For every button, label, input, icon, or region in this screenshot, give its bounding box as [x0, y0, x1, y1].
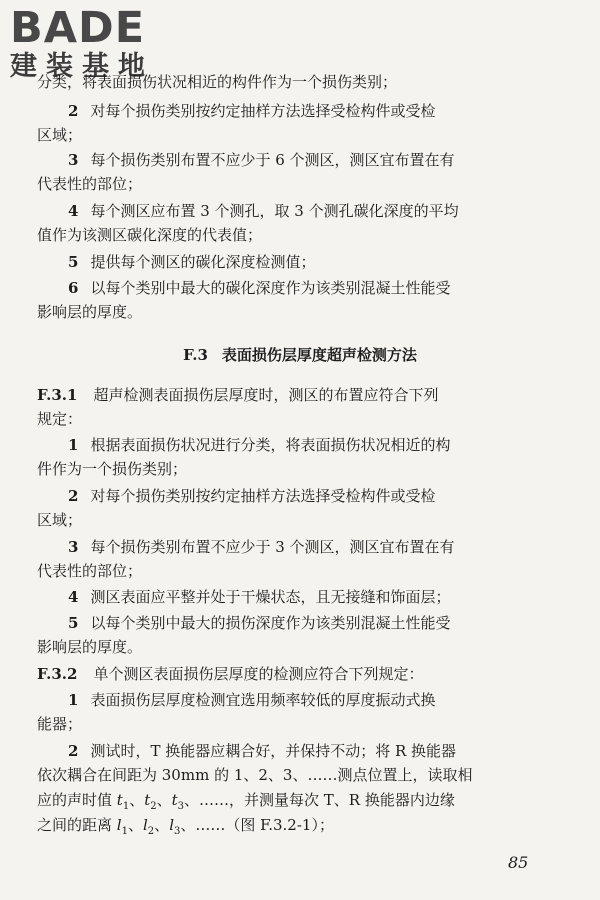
list-item-cont: 代表性的部位；: [37, 175, 143, 193]
list-item-cont: 能器；: [37, 715, 83, 733]
list-item: 5 提供每个测区的碳化深度检测值；: [68, 253, 316, 271]
list-item: 5 以每个类别中最大的损伤深度作为该类别混凝土性能受: [68, 614, 451, 632]
list-item-cont: 依次耦合在间距为 30mm 的 1、2、3、……测点位置上，读取相: [37, 766, 473, 784]
list-item-cont: 代表性的部位；: [37, 562, 143, 580]
list-item-cont: 影响层的厚度。: [37, 303, 143, 321]
list-item: 6 以每个类别中最大的碳化深度作为该类别混凝土性能受: [68, 279, 451, 297]
list-item: 1 表面损伤层厚度检测宜选用频率较低的厚度振动式换: [68, 691, 436, 709]
logo-subtitle: 建装基地: [10, 51, 154, 82]
list-item: 2 对每个损伤类别按约定抽样方法选择受检构件或受检: [68, 487, 436, 505]
list-item-cont: 应的声时值 $t_1$、$t_2$、$t_3$、……，并测量每次 T、R 换能器内边缘: [37, 791, 455, 812]
list-item: 4 测区表面应平整并处于干燥状态，且无接缝和饰面层；: [68, 588, 451, 606]
list-item-cont: 影响层的厚度。: [37, 638, 143, 656]
list-item: 3 每个损伤类别布置不应少于 3 个测区，测区宜布置在有: [68, 538, 455, 556]
list-item-cont: 区域；: [37, 511, 83, 529]
list-item-cont: 区域；: [37, 126, 83, 144]
list-item: 4 每个测区应布置 3 个测孔，取 3 个测孔碳化深度的平均: [68, 202, 459, 220]
list-item: 2 测试时，T 换能器应耦合好，并保持不动；将 R 换能器: [68, 742, 457, 760]
clause-f32: F.3.2 单个测区表面损伤层厚度的检测应符合下列规定：: [37, 665, 424, 683]
list-item-cont: 件作为一个损伤类别；: [37, 460, 188, 478]
section-heading: F.3 表面损伤层厚度超声检测方法: [183, 346, 417, 364]
list-item-cont: 之间的距离 $l_1$、$l_2$、$l_3$、……（图 F.3.2-1）；: [37, 816, 334, 837]
clause-f31: F.3.1 超声检测表面损伤层厚度时，测区的布置应符合下列: [37, 386, 439, 404]
list-item-cont: 值作为该测区碳化深度的代表值；: [37, 226, 263, 244]
list-item: 1 根据表面损伤状况进行分类，将表面损伤状况相近的构: [68, 436, 451, 454]
clause-f31-cont: 规定：: [37, 410, 83, 428]
page-number: 85: [508, 853, 529, 872]
list-item: 2 对每个损伤类别按约定抽样方法选择受检构件或受检: [68, 102, 436, 120]
list-item: 3 每个损伤类别布置不应少于 6 个测区，测区宜布置在有: [68, 151, 455, 169]
logo-brand: BADE: [10, 3, 146, 53]
fragment-line: 分类，将表面损伤状况相近的构件作为一个损伤类别；: [37, 73, 398, 91]
